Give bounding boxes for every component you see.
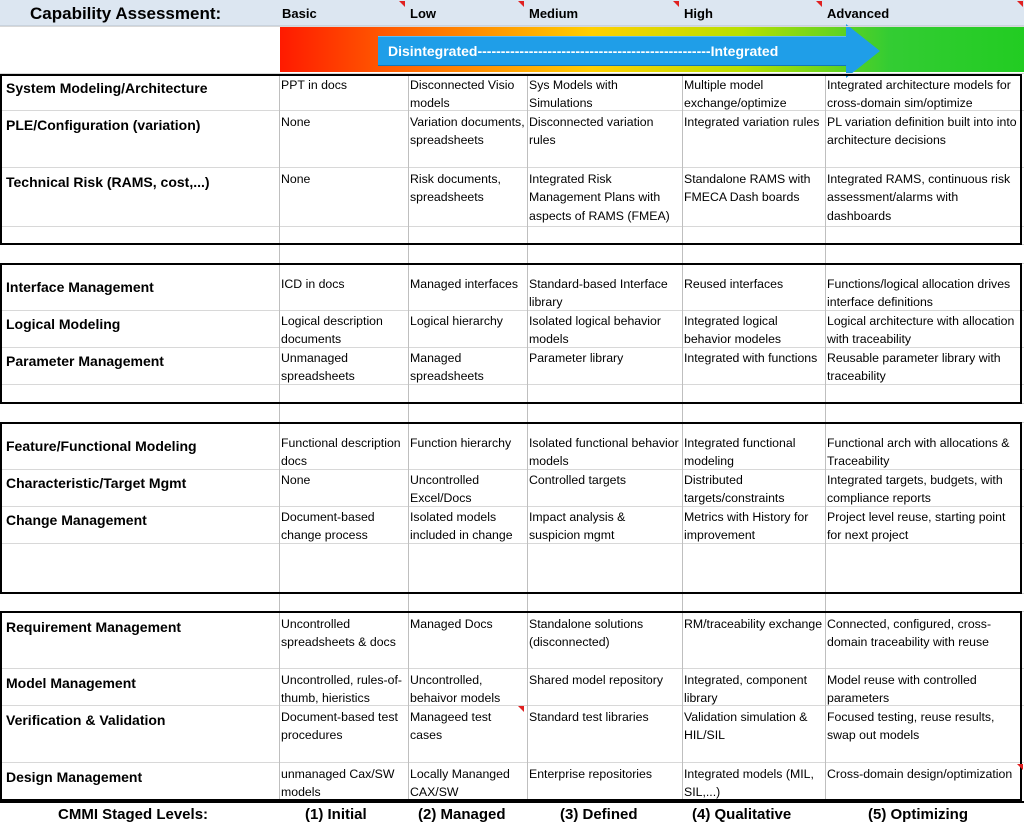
level-header-high[interactable]: High bbox=[684, 6, 713, 21]
assessment-cell[interactable]: Managed Docs bbox=[410, 617, 493, 631]
assessment-cell[interactable]: Risk documents, spreadsheets bbox=[410, 172, 501, 205]
assessment-cell[interactable]: RM/traceability exchange bbox=[684, 617, 823, 631]
assessment-cell[interactable]: Logical hierarchy bbox=[410, 314, 503, 328]
assessment-cell[interactable]: PL variation definition built into into architecture decisions bbox=[827, 115, 1017, 148]
comment-marker bbox=[816, 1, 822, 7]
assessment-cell[interactable]: Distributed targets/constraints bbox=[684, 473, 785, 506]
comment-marker bbox=[1017, 1, 1023, 7]
assessment-cell[interactable]: Uncontrolled, rules-of-thumb, hieristics bbox=[281, 673, 402, 706]
assessment-cell[interactable]: Unmanaged spreadsheets bbox=[281, 351, 355, 384]
assessment-cell[interactable]: Manageed test cases bbox=[410, 710, 492, 743]
assessment-cell[interactable]: Cross-domain design/optimization bbox=[827, 767, 1013, 781]
cmmi-label: CMMI Staged Levels: bbox=[58, 806, 209, 823]
cmmi-level-1[interactable]: (1) Initial bbox=[305, 806, 367, 823]
assessment-cell[interactable]: Document-based test procedures bbox=[281, 710, 398, 743]
assessment-cell[interactable]: Project level reuse, starting point for next project bbox=[827, 510, 1006, 543]
row-label[interactable]: Parameter Management bbox=[6, 353, 164, 369]
assessment-cell[interactable]: Managed interfaces bbox=[410, 277, 519, 291]
assessment-cell[interactable]: Parameter library bbox=[529, 351, 624, 365]
row-label[interactable]: Design Management bbox=[6, 769, 143, 785]
assessment-cell[interactable]: Controlled targets bbox=[529, 473, 627, 487]
assessment-cell[interactable]: Impact analysis & suspicion mgmt bbox=[529, 510, 626, 543]
cmmi-level-3[interactable]: (3) Defined bbox=[560, 806, 638, 823]
assessment-cell[interactable]: Enterprise repositories bbox=[529, 767, 653, 781]
assessment-cell[interactable]: Logical description documents bbox=[281, 314, 383, 347]
row-label[interactable]: Requirement Management bbox=[6, 619, 182, 635]
assessment-cell[interactable]: PPT in docs bbox=[281, 78, 348, 92]
assessment-cell[interactable]: Metrics with History for improvement bbox=[684, 510, 809, 543]
assessment-cell[interactable]: Isolated models included in change bbox=[410, 510, 513, 543]
level-header-basic[interactable]: Basic bbox=[282, 6, 317, 21]
assessment-cell[interactable]: Uncontrolled spreadsheets & docs bbox=[281, 617, 396, 650]
assessment-cell[interactable]: Functional arch with allocations & Traceability bbox=[827, 436, 1010, 469]
assessment-cell[interactable]: Sys Models with Simulations bbox=[529, 78, 618, 111]
assessment-cell[interactable]: Uncontrolled, behaivor models bbox=[410, 673, 501, 706]
assessment-cell[interactable]: Integrated functional modeling bbox=[684, 436, 796, 469]
assessment-cell[interactable]: Standalone solutions (disconnected) bbox=[529, 617, 644, 650]
assessment-cell[interactable]: Disconnected Visio models bbox=[410, 78, 515, 111]
row-label[interactable]: Model Management bbox=[6, 675, 136, 691]
level-header-low[interactable]: Low bbox=[410, 6, 436, 21]
assessment-cell[interactable]: Validation simulation & HIL/SIL bbox=[684, 710, 808, 743]
assessment-cell[interactable]: Standard-based Interface library bbox=[529, 277, 668, 310]
row-label[interactable]: Change Management bbox=[6, 512, 147, 528]
level-header-advanced[interactable]: Advanced bbox=[827, 6, 890, 21]
comment-marker bbox=[673, 1, 679, 7]
assessment-cell[interactable]: Integrated architecture models for cross-domain sim/optimize bbox=[827, 78, 1011, 111]
assessment-cell[interactable]: Functions/logical allocation drives interface definitions bbox=[827, 277, 1011, 310]
comment-marker bbox=[518, 706, 524, 712]
row-label[interactable]: Characteristic/Target Mgmt bbox=[6, 475, 187, 491]
assessment-cell[interactable]: Integrated models (MIL, SIL,...) bbox=[684, 767, 814, 800]
assessment-cell[interactable]: Function hierarchy bbox=[410, 436, 512, 450]
assessment-cell[interactable]: Functional description docs bbox=[281, 436, 401, 469]
assessment-cell[interactable]: Connected, configured, cross-domain traceability with reuse bbox=[827, 617, 992, 650]
assessment-cell[interactable]: Isolated functional behavior models bbox=[529, 436, 679, 469]
row-label[interactable]: Logical Modeling bbox=[6, 316, 121, 332]
assessment-cell[interactable]: Managed spreadsheets bbox=[410, 351, 484, 384]
row-label[interactable]: System Modeling/Architecture bbox=[6, 80, 208, 96]
assessment-cell[interactable]: Multiple model exchange/optimize bbox=[684, 78, 787, 111]
level-header-medium[interactable]: Medium bbox=[529, 6, 579, 21]
cmmi-level-5[interactable]: (5) Optimizing bbox=[868, 806, 968, 823]
assessment-cell[interactable]: Integrated logical behavior modeles bbox=[684, 314, 782, 347]
assessment-cell[interactable]: Model reuse with controlled parameters bbox=[827, 673, 977, 706]
assessment-cell[interactable]: Integrated RAMS, continuous risk assessment/alarms with dashboards bbox=[827, 172, 1011, 223]
comment-marker bbox=[518, 1, 524, 7]
row-label[interactable]: Verification & Validation bbox=[6, 712, 166, 728]
assessment-cell[interactable]: Integrated with functions bbox=[684, 351, 818, 365]
assessment-cell[interactable]: Reusable parameter library with traceability bbox=[827, 351, 1001, 384]
assessment-cell[interactable]: Reused interfaces bbox=[684, 277, 784, 291]
assessment-cell[interactable]: Disconnected variation rules bbox=[529, 115, 654, 148]
row-label[interactable]: Technical Risk (RAMS, cost,...) bbox=[6, 174, 210, 190]
row-label[interactable]: PLE/Configuration (variation) bbox=[6, 117, 201, 133]
assessment-cell[interactable]: Integrated variation rules bbox=[684, 115, 820, 129]
assessment-cell[interactable]: Integrated, component library bbox=[684, 673, 808, 706]
assessment-cell[interactable]: Uncontrolled Excel/Docs bbox=[410, 473, 480, 506]
assessment-cell[interactable]: None bbox=[281, 172, 311, 186]
assessment-cell[interactable]: Standard test libraries bbox=[529, 710, 649, 724]
assessment-cell[interactable]: Isolated logical behavior models bbox=[529, 314, 661, 347]
row-label[interactable]: Interface Management bbox=[6, 279, 154, 295]
assessment-cell[interactable]: None bbox=[281, 473, 311, 487]
assessment-cell[interactable]: Variation documents, spreadsheets bbox=[410, 115, 525, 148]
integration-arrow-label: Disintegrated--------------------------------------------------Integrated bbox=[388, 43, 779, 59]
row-label[interactable]: Feature/Functional Modeling bbox=[6, 438, 197, 454]
assessment-cell[interactable]: Integrated Risk Management Plans with aspects of RAMS (FMEA) bbox=[529, 172, 670, 223]
grid-line bbox=[0, 26, 1024, 27]
comment-marker bbox=[1017, 764, 1023, 770]
assessment-cell[interactable]: Document-based change process bbox=[281, 510, 375, 543]
assessment-cell[interactable]: Integrated targets, budgets, with compliance reports bbox=[827, 473, 1003, 506]
assessment-cell[interactable]: Focused testing, reuse results, swap out models bbox=[827, 710, 995, 743]
cmmi-level-2[interactable]: (2) Managed bbox=[418, 806, 506, 823]
assessment-cell[interactable]: Shared model repository bbox=[529, 673, 663, 687]
assessment-cell[interactable]: Locally Mananged CAX/SW bbox=[410, 767, 510, 800]
comment-marker bbox=[399, 1, 405, 7]
assessment-cell[interactable]: Logical architecture with allocation with traceability bbox=[827, 314, 1015, 347]
assessment-cell[interactable]: ICD in docs bbox=[281, 277, 345, 291]
assessment-cell[interactable]: Standalone RAMS with FMECA Dash boards bbox=[684, 172, 811, 205]
assessment-cell[interactable]: unmanaged Cax/SW models bbox=[281, 767, 395, 800]
page-title: Capability Assessment: bbox=[30, 4, 222, 23]
assessment-cell[interactable]: None bbox=[281, 115, 311, 129]
cmmi-level-4[interactable]: (4) Qualitative bbox=[692, 806, 792, 823]
